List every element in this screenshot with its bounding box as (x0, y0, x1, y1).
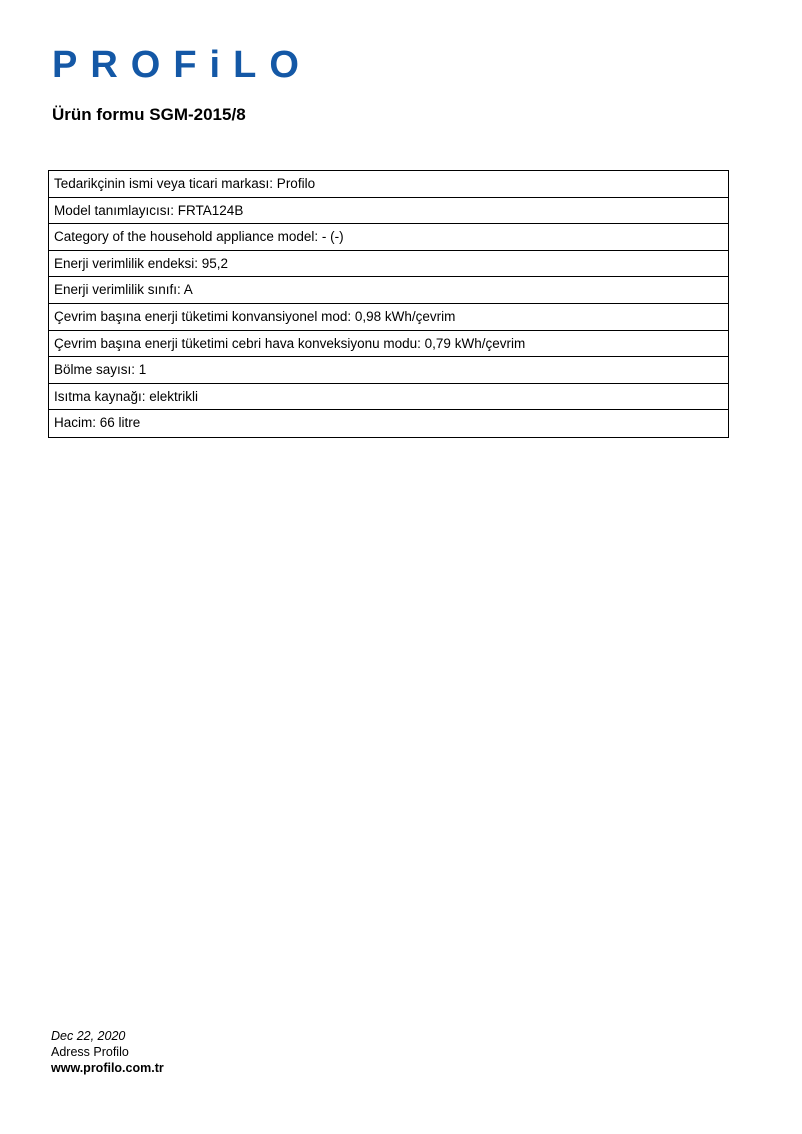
table-row: Enerji verimlilik endeksi: 95,2 (49, 251, 728, 278)
document-footer (51, 1028, 164, 1076)
table-row: Tedarikçinin ismi veya ticari markası: Profilo (49, 171, 728, 198)
table-row: Enerji verimlilik sınıfı: A (49, 277, 728, 304)
table-row: Model tanımlayıcısı: FRTA124B (49, 198, 728, 225)
footer-date: Dec 22, 2020 (51, 1029, 126, 1043)
table-row: Çevrim başına enerji tüketimi cebri hava konveksiyonu modu: 0,79 kWh/çevrim (49, 331, 728, 358)
table-row: Hacim: 66 litre (54, 415, 141, 431)
footer-website-link: www.profilo.com.tr (51, 1061, 164, 1075)
profilo-logo: PROFiLO (52, 44, 312, 86)
table-row: Category of the household appliance model: - (-) (49, 224, 728, 251)
table-row: Bölme sayısı: 1 (49, 357, 728, 384)
product-spec-table (48, 170, 729, 438)
table-row: Isıtma kaynağı: elektrikli (49, 384, 728, 411)
table-row: Çevrim başına enerji tüketimi konvansiyonel mod: 0,98 kWh/çevrim (49, 304, 728, 331)
page-title: Ürün formu SGM-2015/8 (52, 105, 246, 124)
footer-address: Adress Profilo (51, 1045, 129, 1059)
